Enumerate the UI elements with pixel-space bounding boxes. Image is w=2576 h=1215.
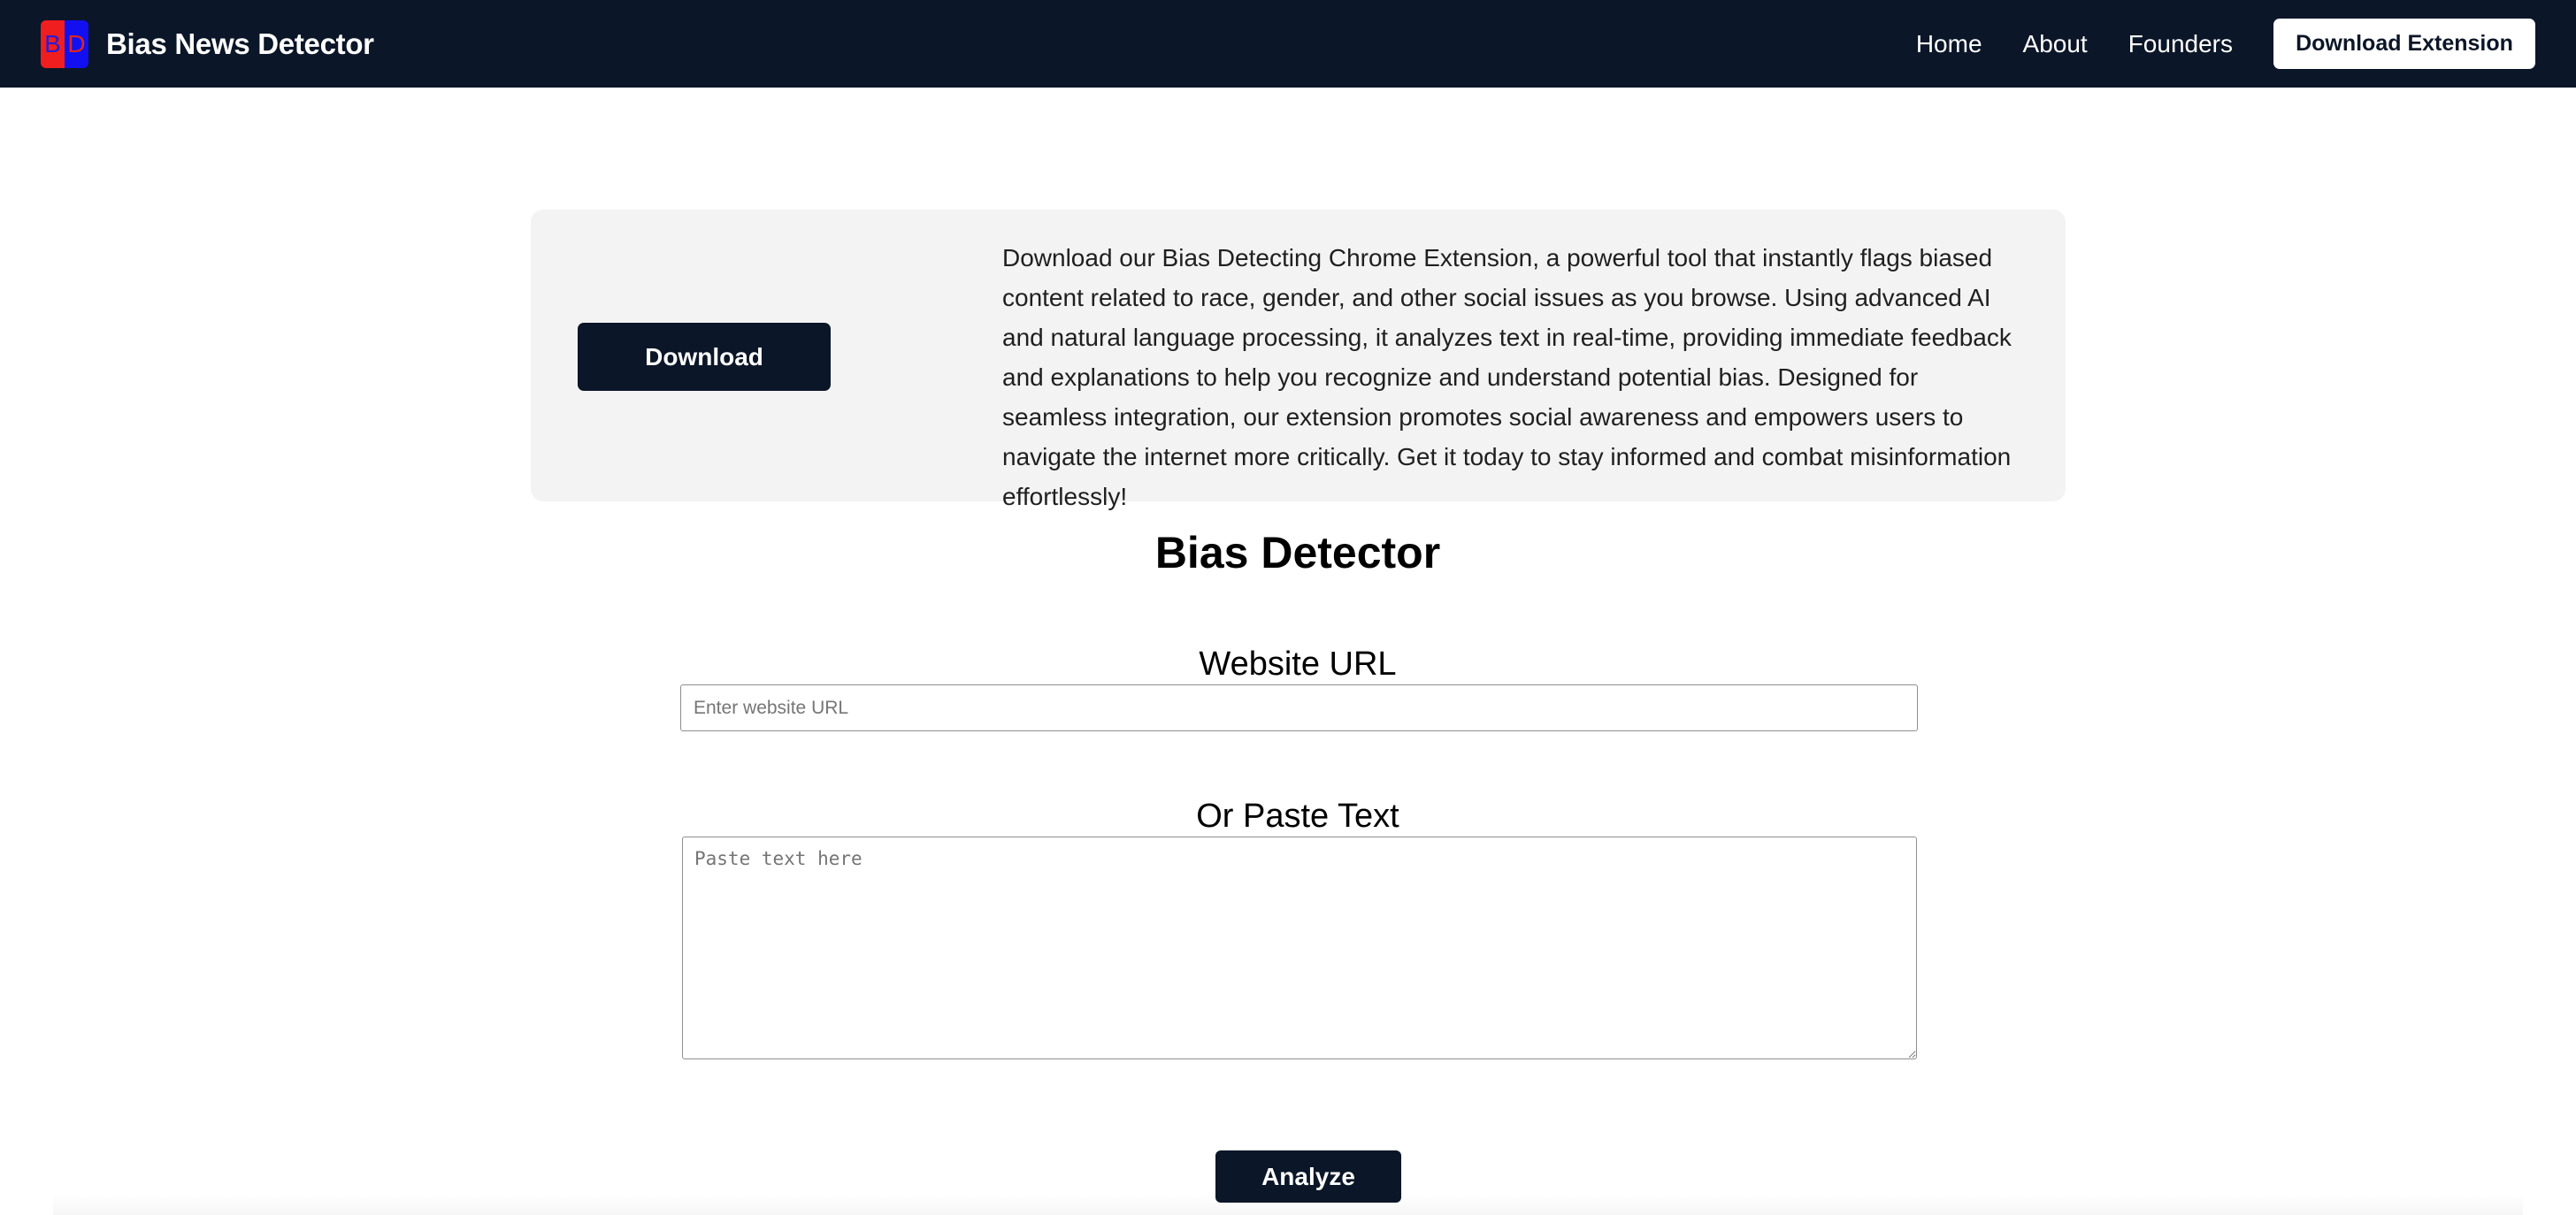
- download-button[interactable]: Download: [578, 323, 831, 391]
- logo[interactable]: [41, 20, 88, 68]
- nav-link-home[interactable]: Home: [1915, 29, 1982, 57]
- nav-link-about[interactable]: About: [2022, 29, 2088, 57]
- website-url-input[interactable]: [680, 684, 1918, 731]
- logo-letter-b: B: [41, 20, 65, 68]
- paste-text-area[interactable]: [682, 837, 1917, 1059]
- paste-text-label: Or Paste Text: [1196, 798, 1399, 835]
- download-extension-button[interactable]: Download Extension: [2273, 19, 2535, 69]
- logo-letter-d: D: [65, 20, 88, 68]
- analyze-button[interactable]: Analyze: [1215, 1150, 1401, 1203]
- brand-name[interactable]: Bias News Detector: [106, 27, 374, 60]
- nav-links: [1916, 19, 2535, 69]
- website-url-label: Website URL: [1199, 646, 1397, 683]
- nav-link-founders[interactable]: Founders: [2128, 29, 2233, 57]
- promo-description: Download our Bias Detecting Chrome Extension, a powerful tool that instantly flags biased content related to race, gender, and other social issues as you browse. Using advanced AI and natural language processing, it analyzes text in real-time, providing immediate feedback and explanations to help you recognize and understand potential bias. Designed for seamless integration, our extension promotes social awareness and empowers users to navigate the internet more critically. Get it today to stay informed and combat misinformation effortlessly!: [1002, 244, 2012, 510]
- navbar: [0, 0, 2576, 88]
- extension-promo-card: [531, 210, 2066, 510]
- page-title: Bias Detector: [1154, 528, 1441, 577]
